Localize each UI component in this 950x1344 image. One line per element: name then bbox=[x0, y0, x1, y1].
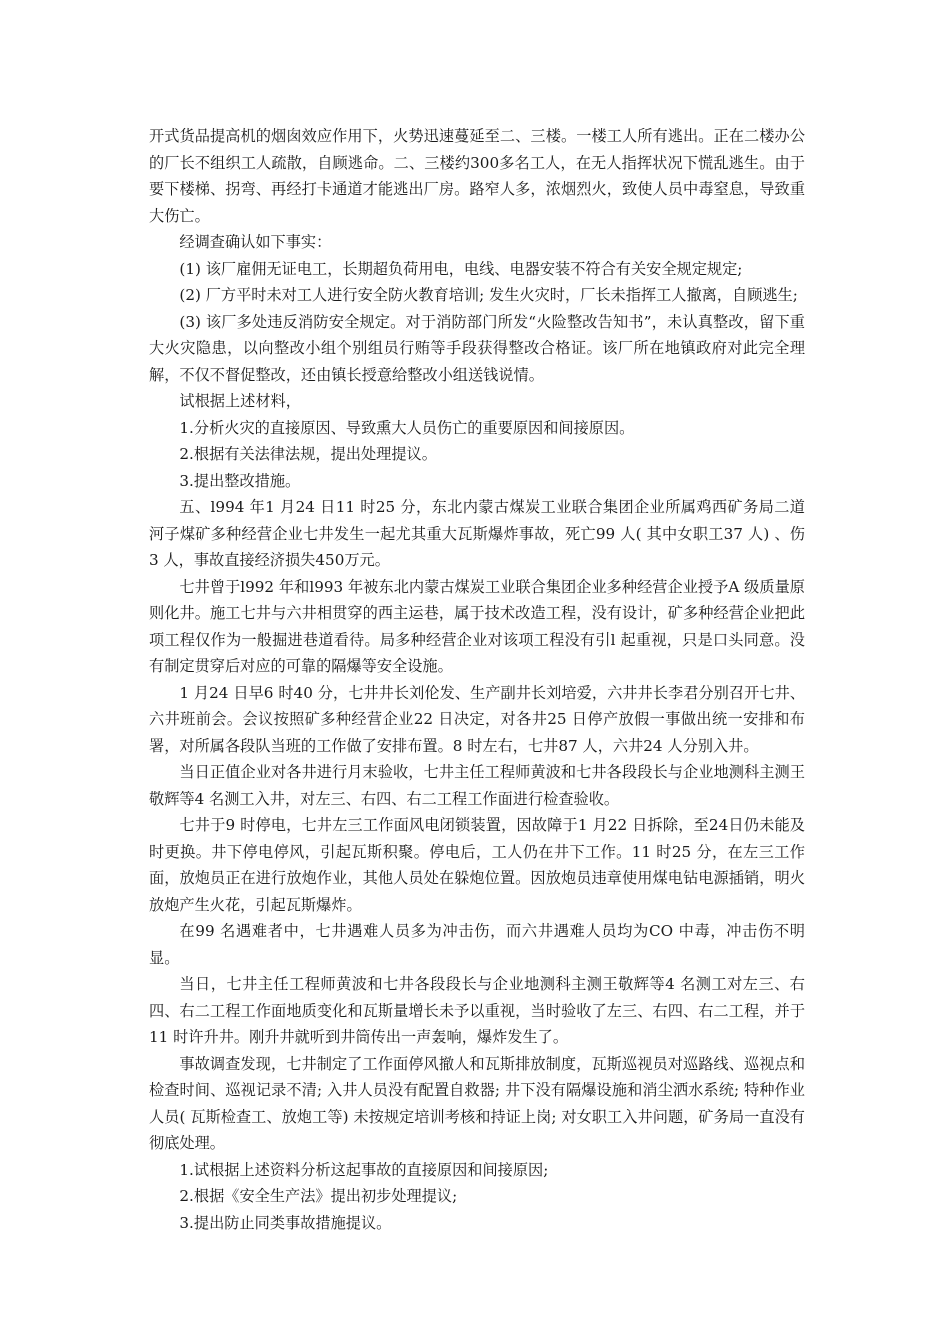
paragraph: (1) 该厂雇佣无证电工，长期超负荷用电，电线、电器安装不符合有关安全规定规定; bbox=[179, 259, 743, 278]
paragraph: (2) 厂方平时未对工人进行安全防火教育培训; 发生火灾时，厂长未指挥工人撤离，自顾逃生; bbox=[179, 286, 798, 304]
paragraph: 试根据上述材料， bbox=[179, 392, 301, 410]
paragraph: 五、l994 年1 月24 日11 时25 分，东北内蒙古煤炭工业联合集团企业所属鸡西矿务局二道河子煤矿多种经营企业七井发生一起尤其重大瓦斯爆炸事故，死亡99 人( 其中女职工37 人) 、伤3 人，事故直接经济损失450万元。 bbox=[149, 498, 805, 569]
paragraph: 七井曾于l992 年和l993 年被东北内蒙古煤炭工业联合集团企业多种经营企业授予A 级质量原则化井。施工七井与六井相贯穿的西主运巷，属于技术改造工程，没有设计，矿多种经营企业把此项工程仅作为一般掘进巷道看待。局多种经营企业对该项工程没有引l 起重视，只是口头同意。没有制定贯穿后对应的可靠的隔爆等安全设施。 bbox=[149, 577, 805, 675]
paragraph: 开式货品提高机的烟囱效应作用下，火势迅速蔓延至二、三楼。一楼工人所有逃出。正在二楼办公的厂长不组织工人疏散，自顾逃命。二、三楼约300多名工人，在无人指挥状况下慌乱逃生。由于要下楼梯、拐弯、再经打卡通道才能逃出厂房。路窄人多，浓烟烈火，致使人员中毒窒息，导致重大伤亡。 bbox=[149, 127, 805, 225]
paragraph: 当日，七井主任工程师黄波和七井各段段长与企业地测科主测王敬辉等4 名测工对左三、右四、右二工程工作面地质变化和瓦斯量增长未予以重视，当时验收了左三、右四、右二工程，并于11 时许升井。刚升井就听到井筒传出一声轰响，爆炸发生了。 bbox=[149, 975, 805, 1046]
paragraph: (3) 该厂多处违反消防安全规定。对于消防部门所发“火险整改告知书”，未认真整改，留下重大火灾隐患，以向整改小组个别组员行贿等手段获得整改合格证。该厂所在地镇政府对此完全理解，不仅不督促整改，还由镇长授意给整改小组送钱说情。 bbox=[149, 312, 805, 384]
paragraph: 2.根据有关法律法规，提出处理提议。 bbox=[179, 445, 437, 463]
paragraph: 3.提出防止同类事故措施提议。 bbox=[179, 1213, 392, 1232]
document-body bbox=[149, 123, 805, 1236]
paragraph: 七井于9 时停电，七井左三工作面风电闭锁装置，因故障于1 月22 日拆除，至24日仍未能及时更换。井下停电停风，引起瓦斯积聚。停电后，工人仍在井下工作。11 时25 分，在左三工作面，放炮员正在进行放炮作业，其他人员处在躲炮位置。因放炮员违章使用煤电钻电源插销，明火放炮产生火花，引起瓦斯爆炸。 bbox=[149, 816, 805, 914]
paragraph: 经调查确认如下事实： bbox=[179, 233, 332, 251]
paragraph: 1 月24 日早6 时40 分，七井井长刘伦发、生产副井长刘培爱，六井井长李君分别召开七井、六井班前会。会议按照矿多种经营企业22 日决定，对各井25 日停产放假一事做出统一安排和布署，对所属各段队当班的工作做了安排布置。8 时左右，七井87 人，六井24 人分别入井。 bbox=[149, 683, 805, 755]
paragraph: 当日正值企业对各井进行月末验收，七井主任工程师黄波和七井各段段长与企业地测科主测王敬辉等4 名测工入井，对左三、右四、右二工程工作面进行检查验收。 bbox=[149, 763, 805, 808]
paragraph: 2.根据《安全生产法》提出初步处理提议; bbox=[179, 1187, 458, 1205]
paragraph: 1.试根据上述资料分析这起事故的直接原因和间接原因; bbox=[179, 1160, 549, 1179]
paragraph: 在99 名遇难者中，七井遇难人员多为冲击伤，而六井遇难人员均为CO 中毒，冲击伤不明显。 bbox=[149, 922, 805, 967]
paragraph: 事故调查发现，七井制定了工作面停风撤人和瓦斯排放制度，瓦斯巡视员对巡路线、巡视点和检查时间、巡视记录不清; 入井人员没有配置自救器; 井下没有隔爆设施和消尘洒水系统; 特种作业人员( 瓦斯检查工、放炮工等) 未按规定培训考核和持证上岗; 对女职工入井问题，矿务局一直没有彻底处理。 bbox=[149, 1054, 805, 1152]
paragraph: 1.分析火灾的直接原因、导致熏大人员伤亡的重要原因和间接原因。 bbox=[179, 418, 635, 437]
paragraph: 3.提出整改措施。 bbox=[179, 471, 301, 490]
